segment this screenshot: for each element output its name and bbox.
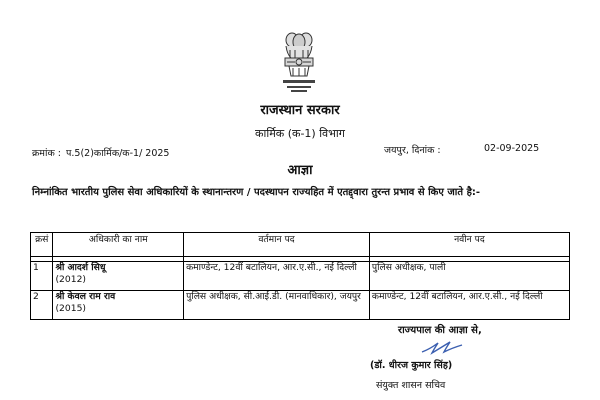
row-new-post: कमाण्डेन्ट, 12वीं बटालियन, आर.ए.सी., नई दिल्ली [369, 291, 569, 320]
row-current-post: पुलिस अधीक्षक, सी.आई.डी. (मानवाधिकार), जयपुर [184, 291, 370, 320]
table-row [31, 291, 570, 320]
row-officer [53, 262, 184, 291]
order-date: 02-09-2025 [484, 143, 540, 154]
order-intro: निम्नांकित भारतीय पुलिस सेवा अधिकारियों के स्थानान्तरण / पदस्थापन राज्यहित में एतद्द्वारा तुरन्त प्रभाव से किए जाते है:- [32, 187, 481, 198]
officer-batch: (2015) [55, 302, 87, 314]
signature-icon [420, 339, 464, 355]
table-header-row [31, 233, 570, 257]
national-emblem-icon [277, 30, 321, 96]
reference-number: प.5(2)कार्मिक/क-1/ 2025 [66, 148, 170, 159]
transfer-table [30, 232, 570, 320]
department-name: कार्मिक (क-1) विभाग [255, 127, 345, 140]
row-officer [53, 291, 184, 320]
header-new-post: नवीन पद [369, 233, 569, 257]
header-officer-name: अधिकारी का नाम [53, 233, 184, 257]
header-current-post: वर्तमान पद [184, 233, 370, 257]
row-new-post: पुलिस अधीक्षक, पाली [369, 262, 569, 291]
table-row [31, 262, 570, 291]
row-sno: 2 [31, 291, 53, 320]
officer-batch: (2012) [55, 273, 87, 285]
officer-name: श्री आदर्श सिधू [55, 262, 106, 273]
order-title: आज्ञा [287, 163, 313, 178]
place-date-label: जयपुर, दिनांक : [384, 145, 441, 156]
header-sno: क्रसं [31, 233, 53, 257]
row-sno: 1 [31, 262, 53, 291]
government-name: राजस्थान सरकार [260, 103, 340, 118]
signatory-name: (डॉ. धीरज कुमार सिंह) [370, 360, 453, 371]
reference-label: क्रमांक : [32, 148, 61, 159]
officer-name: श्री केवल राम राव [55, 291, 116, 302]
signatory-designation: संयुक्त शासन सचिव [376, 380, 446, 391]
by-order-text: राज्यपाल की आज्ञा से, [398, 325, 482, 336]
row-current-post: कमाण्डेन्ट, 12वीं बटालियन, आर.ए.सी., नई दिल्ली [184, 262, 370, 291]
